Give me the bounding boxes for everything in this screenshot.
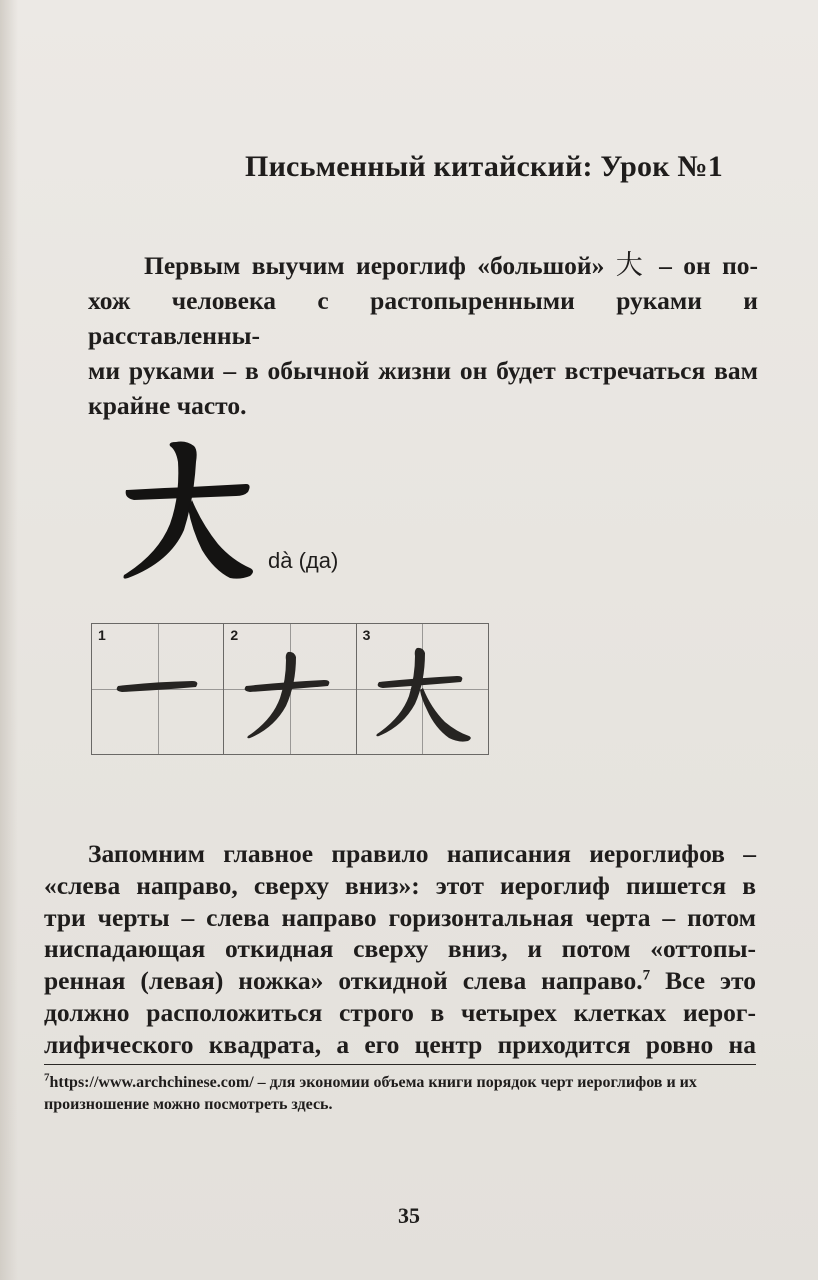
stroke-step-cell <box>357 624 488 754</box>
inline-character: 大 <box>615 250 648 281</box>
page-binding-shadow <box>0 0 18 1280</box>
paragraph-line <box>88 248 758 283</box>
footnote <box>44 1072 756 1116</box>
paragraph-line: три черты – слева направо горизонтальная черта – потом <box>44 902 756 932</box>
step-number: 3 <box>362 627 371 643</box>
paragraph-line: ми руками – в обычной жизни он будет встречаться вам <box>88 356 758 385</box>
paragraph-line: должно расположиться строго в четырех клетках иерог- <box>44 997 756 1027</box>
stroke-step-cell <box>92 624 224 754</box>
footnote-divider <box>44 1064 756 1065</box>
paragraph-line: лифического квадрата, а его центр приходится ровно на <box>44 1029 756 1059</box>
big-character-da <box>118 438 258 588</box>
paragraph-line: ниспадающая откидная сверху вниз, и потом «оттопы- <box>44 934 756 964</box>
page-number: 35 <box>398 1203 420 1228</box>
footnote-text: https://www.archchinese.com/ – для экономии объема книги порядок черт иероглифов и их произношение можно посмотреть здесь. <box>44 1074 697 1113</box>
paragraph-line: Запомним главное правило написания иероглифов – <box>88 839 756 868</box>
text-fragment: ренная (левая) ножка» откидной слева направо. <box>44 966 643 996</box>
stroke-order-grid <box>91 623 489 755</box>
paragraph-line: хож человека с растопыренными руками и расставленны- <box>88 286 758 350</box>
intro-paragraph <box>88 248 758 423</box>
pinyin-reading: dà (да) <box>268 548 339 573</box>
paragraph-line <box>44 965 756 997</box>
stroke-1-glyph <box>92 624 224 754</box>
text-fragment: Все это <box>665 966 757 996</box>
stroke-2-glyph <box>224 624 356 754</box>
stroke-step-cell <box>224 624 356 754</box>
rule-paragraph <box>44 838 756 1061</box>
footnote-reference: 7 <box>642 967 651 984</box>
stroke-3-glyph <box>357 624 489 754</box>
paragraph-line: крайне часто. <box>88 391 247 420</box>
page-title: Письменный китайский: Урок №1 <box>245 150 723 183</box>
footnote-number: 7 <box>44 1071 50 1084</box>
step-number: 2 <box>230 627 239 643</box>
text-fragment: Первым выучим иероглиф «большой» <box>144 251 605 280</box>
step-number: 1 <box>98 627 106 643</box>
text-fragment: – он по- <box>659 251 759 280</box>
paragraph-line: «слева направо, сверху вниз»: этот иероглиф пишется в <box>44 870 756 900</box>
